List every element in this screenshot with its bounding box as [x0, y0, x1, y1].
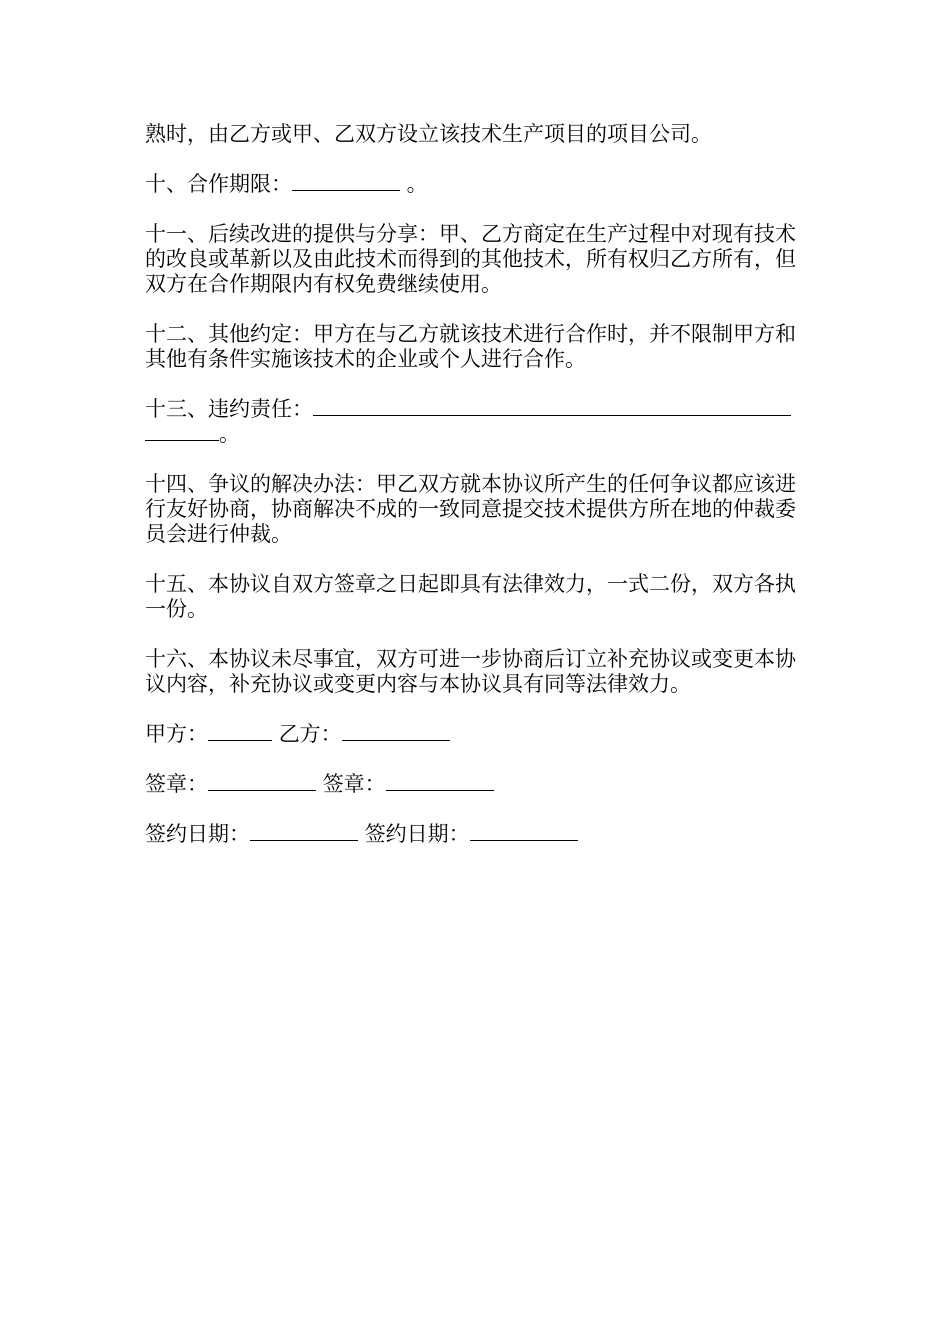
cooperation-term-blank[interactable] — [292, 172, 400, 191]
date-b-label: 签约日期： — [364, 822, 470, 846]
paragraph-continued: 熟时，由乙方或甲、乙双方设立该技术生产项目的项目公司。 — [145, 122, 712, 146]
clause-16-supplementary: 十六、本协议未尽事宜，双方可进一步协商后订立补充协议或变更本协议内容，补充协议或变更内容与本协议具有同等法律效力。 — [145, 647, 796, 696]
party-a-blank[interactable] — [208, 722, 272, 741]
party-b-label: 乙方： — [278, 722, 342, 746]
clause-10-label: 十、合作期限： — [145, 172, 292, 196]
clause-13-breach-liability — [145, 397, 807, 447]
seal-b-label: 签章： — [322, 772, 386, 796]
breach-liability-blank-continued[interactable] — [145, 422, 219, 441]
seal-a-blank[interactable] — [208, 772, 316, 791]
party-row — [145, 722, 807, 747]
clause-14-dispute-resolution: 十四、争议的解决办法：甲乙双方就本协议所产生的任何争议都应该进行友好协商，协商解决不成的一致同意提交技术提供方所在地的仲裁委员会进行仲裁。 — [145, 472, 796, 546]
clause-13-end: 。 — [219, 422, 240, 446]
seal-row — [145, 772, 807, 797]
clause-15-effectiveness: 十五、本协议自双方签章之日起即具有法律效力，一式二份，双方各执一份。 — [145, 572, 796, 621]
clause-11-improvements: 十一、后续改进的提供与分享：甲、乙方商定在生产过程中对现有技术的改良或革新以及由此技术而得到的其他技术，所有权归乙方所有，但双方在合作期限内有权免费继续使用。 — [145, 222, 796, 296]
clause-12-other-agreements: 十二、其他约定：甲方在与乙方就该技术进行合作时，并不限制甲方和其他有条件实施该技术的企业或个人进行合作。 — [145, 322, 796, 371]
seal-a-label: 签章： — [145, 772, 208, 796]
clause-13-label: 十三、违约责任： — [145, 397, 313, 421]
clause-10-end: 。 — [400, 172, 428, 196]
breach-liability-blank[interactable] — [313, 397, 791, 416]
date-a-label: 签约日期： — [145, 822, 250, 846]
date-a-blank[interactable] — [250, 822, 358, 841]
seal-b-blank[interactable] — [386, 772, 494, 791]
date-row — [145, 822, 807, 847]
party-b-blank[interactable] — [342, 722, 450, 741]
party-a-label: 甲方： — [145, 722, 208, 746]
document-body — [145, 122, 807, 872]
clause-10-cooperation-term — [145, 172, 807, 197]
date-b-blank[interactable] — [470, 822, 578, 841]
